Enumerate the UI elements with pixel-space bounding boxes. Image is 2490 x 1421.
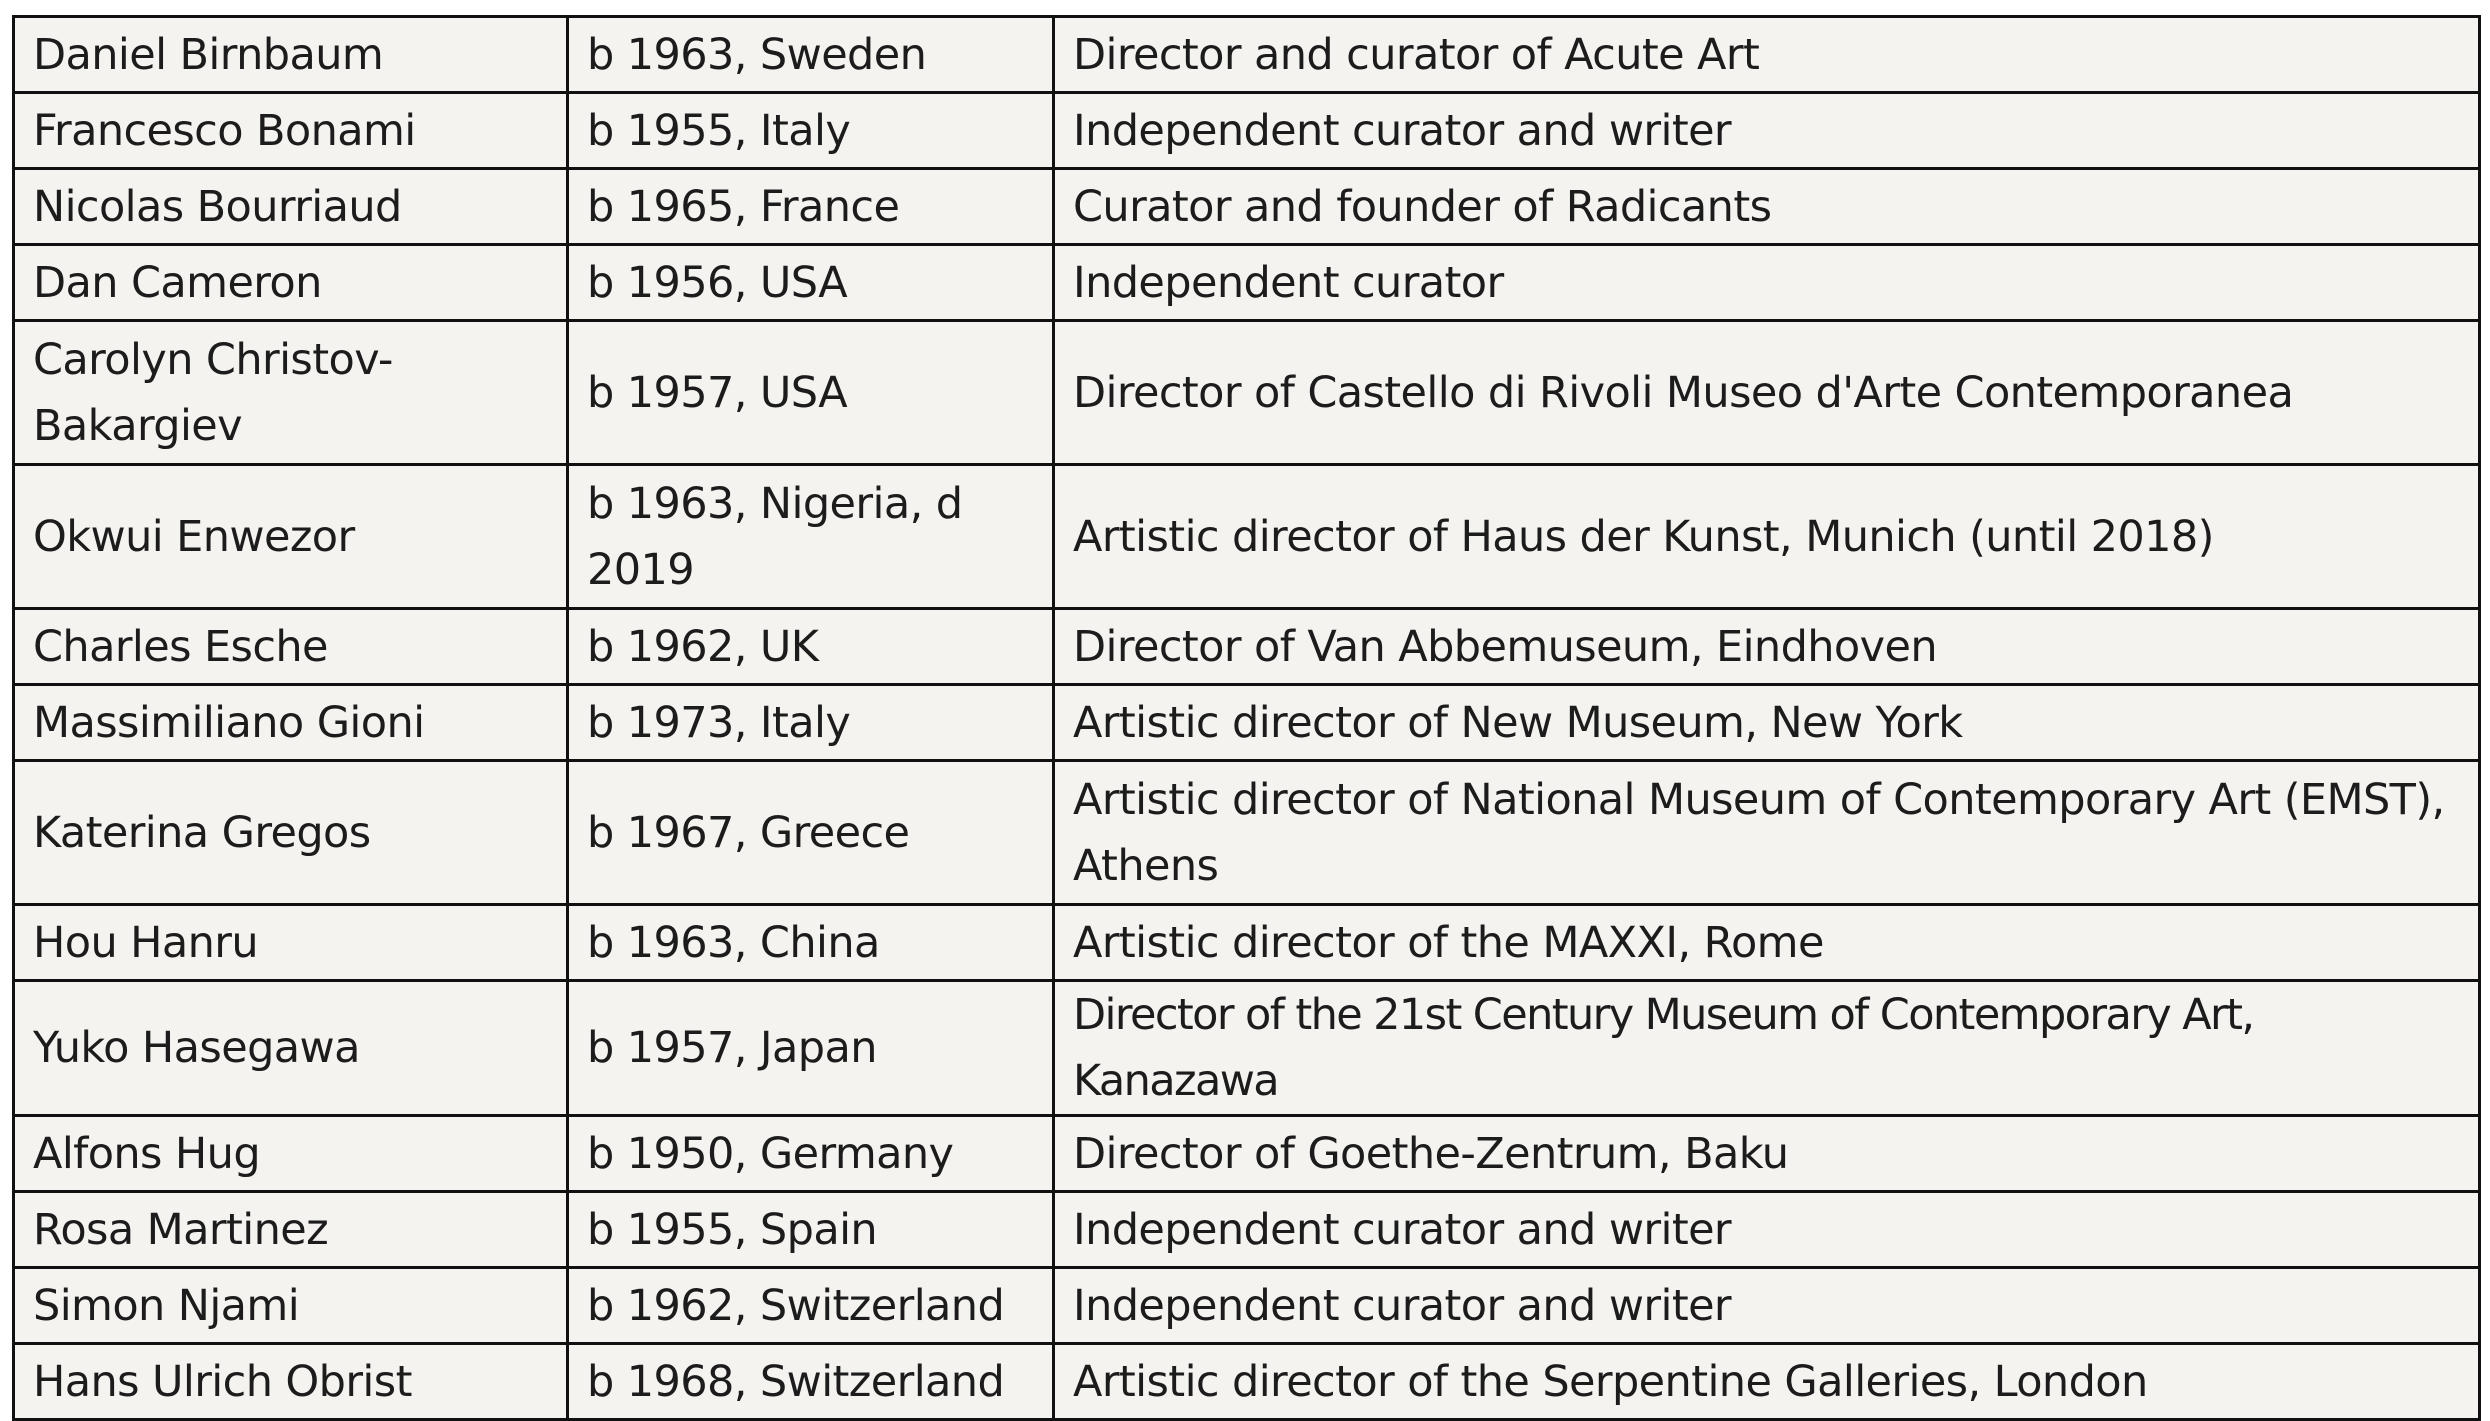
curator-birth: b 1965, France	[568, 169, 1054, 245]
table-row	[14, 905, 2480, 981]
table-row	[14, 1268, 2480, 1344]
curator-name: Francesco Bonami	[14, 93, 568, 169]
table-row	[14, 465, 2480, 609]
table-row	[14, 245, 2480, 321]
curator-role: Independent curator	[1054, 245, 2480, 321]
table-row	[14, 1192, 2480, 1268]
curator-role: Artistic director of New Museum, New York	[1054, 685, 2480, 761]
curator-birth: b 1956, USA	[568, 245, 1054, 321]
table-row	[14, 321, 2480, 465]
curator-name: Alfons Hug	[14, 1116, 568, 1192]
curator-name: Rosa Martinez	[14, 1192, 568, 1268]
curator-name: Simon Njami	[14, 1268, 568, 1344]
curator-name: Charles Esche	[14, 609, 568, 685]
curator-name: Carolyn Christov-Bakargiev	[14, 321, 568, 465]
curator-role: Independent curator and writer	[1054, 1268, 2480, 1344]
table-row	[14, 17, 2480, 93]
table-row	[14, 1116, 2480, 1192]
table-row	[14, 685, 2480, 761]
curator-name: Nicolas Bourriaud	[14, 169, 568, 245]
curator-role: Independent curator and writer	[1054, 1192, 2480, 1268]
curator-role: Artistic director of the Serpentine Galleries, London	[1054, 1344, 2480, 1420]
curator-birth: b 1962, Switzerland	[568, 1268, 1054, 1344]
curator-birth: b 1963, Nigeria, d 2019	[568, 465, 1054, 609]
curator-role: Director of Castello di Rivoli Museo d'Arte Contemporanea	[1054, 321, 2480, 465]
curator-role: Director of Goethe-Zentrum, Baku	[1054, 1116, 2480, 1192]
curator-name: Hou Hanru	[14, 905, 568, 981]
curator-name: Katerina Gregos	[14, 761, 568, 905]
curators-table-body	[14, 17, 2480, 1420]
curator-birth: b 1963, China	[568, 905, 1054, 981]
curator-birth: b 1967, Greece	[568, 761, 1054, 905]
curator-birth: b 1968, Switzerland	[568, 1344, 1054, 1420]
curator-birth: b 1973, Italy	[568, 685, 1054, 761]
curator-birth: b 1957, Japan	[568, 981, 1054, 1116]
curator-name: Massimiliano Gioni	[14, 685, 568, 761]
table-row	[14, 169, 2480, 245]
curator-birth: b 1957, USA	[568, 321, 1054, 465]
curator-role: Artistic director of the MAXXI, Rome	[1054, 905, 2480, 981]
curator-role: Curator and founder of Radicants	[1054, 169, 2480, 245]
curators-table	[12, 15, 2481, 1421]
curator-name: Okwui Enwezor	[14, 465, 568, 609]
curator-role: Artistic director of Haus der Kunst, Munich (until 2018)	[1054, 465, 2480, 609]
curator-role: Director and curator of Acute Art	[1054, 17, 2480, 93]
curator-role: Artistic director of National Museum of Contemporary Art (EMST), Athens	[1054, 761, 2480, 905]
table-row	[14, 93, 2480, 169]
table-row	[14, 609, 2480, 685]
curator-name: Yuko Hasegawa	[14, 981, 568, 1116]
curator-name: Daniel Birnbaum	[14, 17, 568, 93]
curator-name: Hans Ulrich Obrist	[14, 1344, 568, 1420]
table-row	[14, 1344, 2480, 1420]
curator-birth: b 1955, Italy	[568, 93, 1054, 169]
table-row	[14, 981, 2480, 1116]
curator-role: Director of Van Abbemuseum, Eindhoven	[1054, 609, 2480, 685]
curator-birth: b 1950, Germany	[568, 1116, 1054, 1192]
curator-birth: b 1963, Sweden	[568, 17, 1054, 93]
curator-role: Director of the 21st Century Museum of Contemporary Art, Kanazawa	[1054, 981, 2480, 1116]
curator-birth: b 1955, Spain	[568, 1192, 1054, 1268]
curator-role: Independent curator and writer	[1054, 93, 2480, 169]
curator-birth: b 1962, UK	[568, 609, 1054, 685]
curator-name: Dan Cameron	[14, 245, 568, 321]
table-row	[14, 761, 2480, 905]
